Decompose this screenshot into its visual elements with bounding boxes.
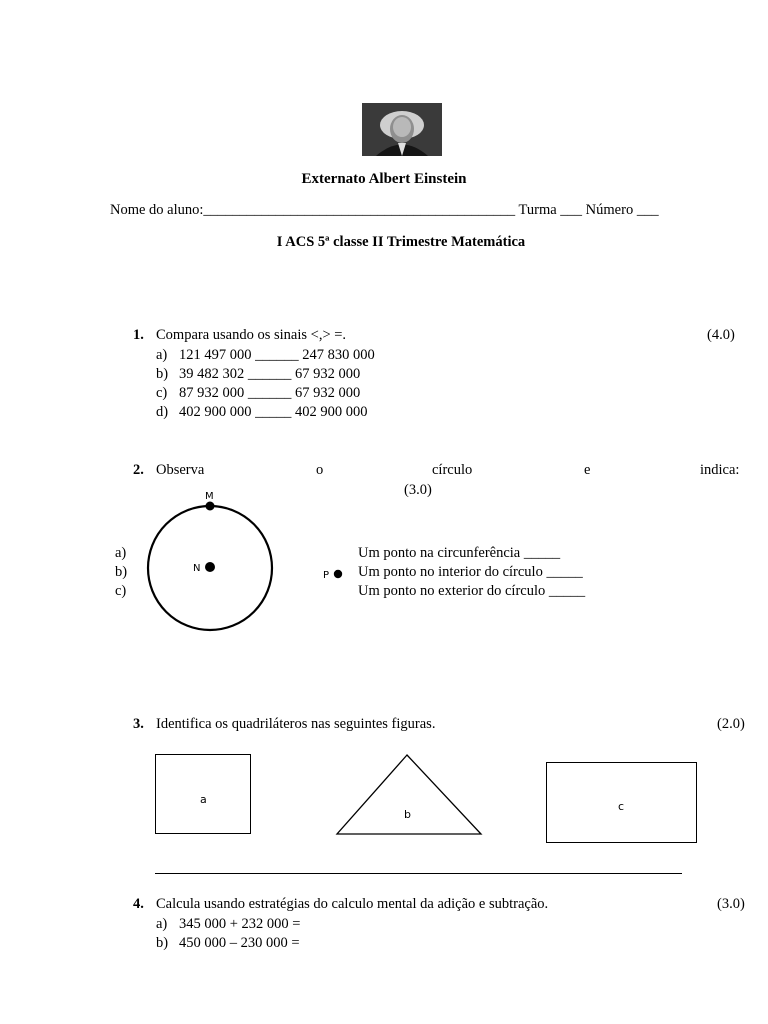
item-text: Um ponto no interior do círculo _____: [358, 564, 583, 580]
item-label: b): [156, 366, 169, 382]
figure-label-b: b: [404, 808, 411, 821]
question-number: 1.: [133, 327, 144, 343]
item-text: 450 000 – 230 000 =: [179, 935, 300, 951]
item-label: c): [156, 385, 168, 401]
item-text: 39 482 302 ______ 67 932 000: [179, 366, 361, 382]
item-text: Um ponto no exterior do círculo _____: [358, 583, 586, 599]
figure-label-a: a: [200, 793, 207, 806]
item-label: b): [156, 935, 169, 951]
prompt-word: círculo: [432, 462, 473, 478]
item-text: Um ponto na circunferência _____: [358, 545, 561, 561]
item-text: 121 497 000 ______ 247 830 000: [179, 347, 375, 363]
question-number: 2.: [133, 462, 144, 478]
question-prompt: Identifica os quadriláteros nas seguintes figuras.: [156, 716, 436, 732]
item-label: a): [156, 916, 168, 932]
question-prompt: Calcula usando estratégias do calculo mental da adição e subtração.: [156, 896, 549, 912]
item-text: 87 932 000 ______ 67 932 000: [179, 385, 361, 401]
question-points: (3.0): [404, 482, 432, 498]
question-points: (4.0): [707, 327, 735, 343]
figure-label-c: c: [618, 800, 625, 813]
exam-title: I ACS 5ª classe II Trimestre Matemática: [276, 234, 526, 250]
question-number: 4.: [133, 896, 144, 912]
question-number: 3.: [133, 716, 144, 732]
point-label-m: M: [205, 491, 214, 502]
prompt-word: Observa: [156, 462, 205, 478]
prompt-word: e: [584, 462, 591, 478]
item-label: a): [156, 347, 168, 363]
prompt-word: o: [316, 462, 324, 478]
item-text: 402 900 000 _____ 402 900 000: [179, 404, 368, 420]
school-name: Externato Albert Einstein: [301, 171, 467, 187]
point-label-p: P: [323, 570, 330, 581]
question-points: (2.0): [717, 716, 745, 732]
item-label: a): [115, 545, 127, 561]
item-label: c): [115, 583, 127, 599]
point-label-n: N: [193, 563, 201, 574]
answer-line: [155, 873, 682, 874]
question-prompt: Compara usando os sinais <,> =.: [156, 327, 347, 343]
student-info-line: Nome do aluno:___________________________________________ Turma ___ Número ___: [110, 202, 659, 218]
item-label: b): [115, 564, 128, 580]
item-label: d): [156, 404, 169, 420]
question-points: (3.0): [717, 896, 745, 912]
prompt-word: indica:: [700, 462, 740, 478]
item-text: 345 000 + 232 000 =: [179, 916, 301, 932]
